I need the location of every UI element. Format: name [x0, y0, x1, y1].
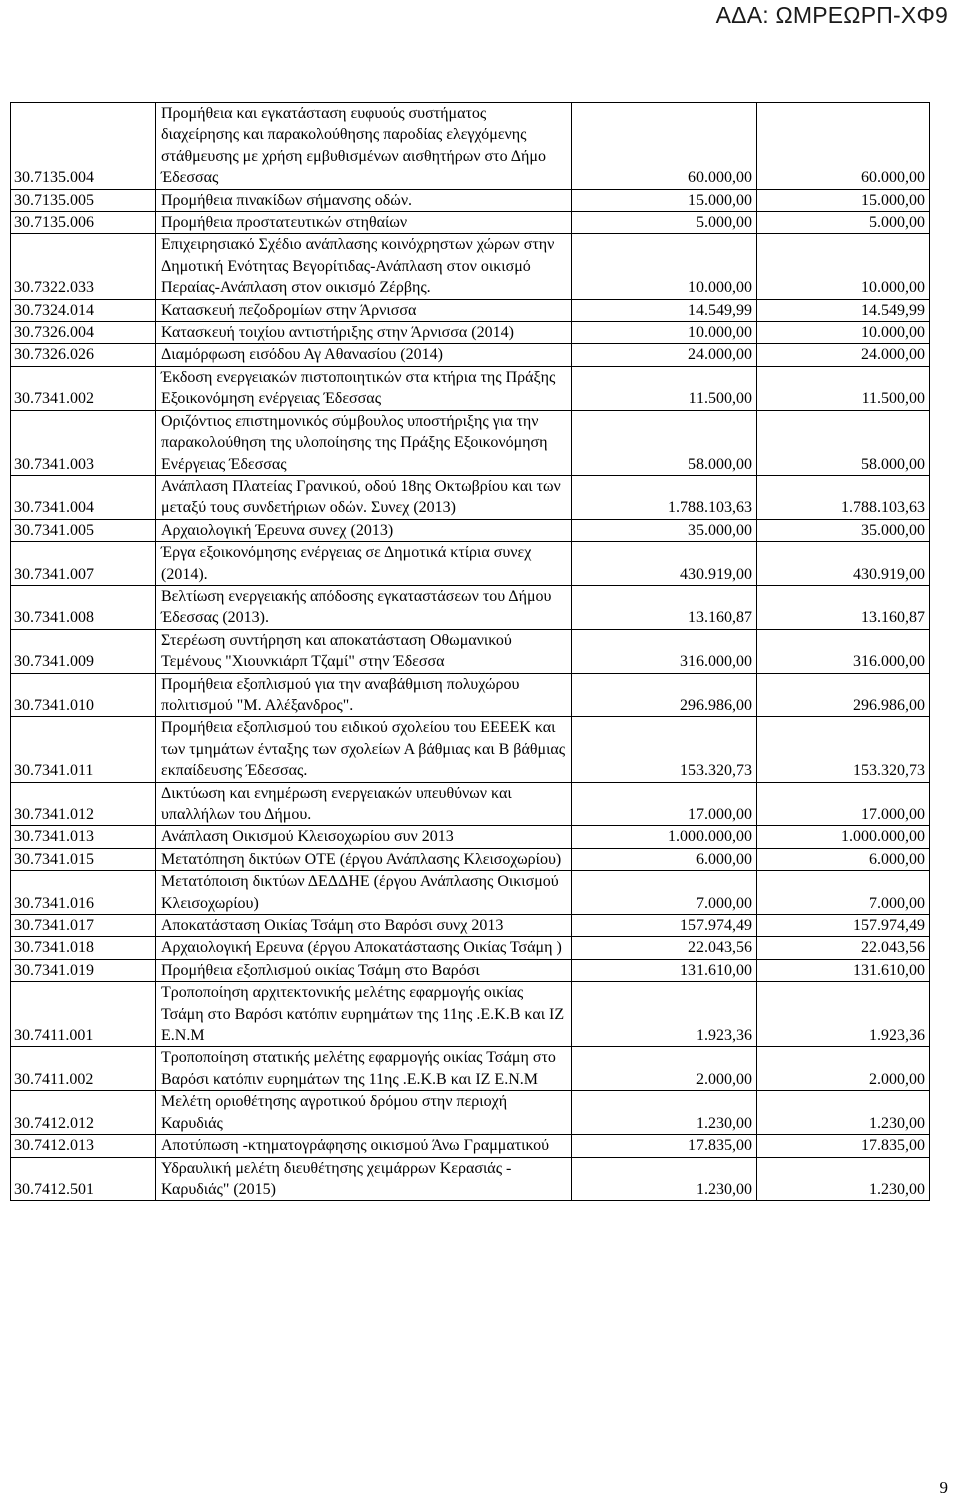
amount-total-cell: 1.788.103,63 — [757, 475, 930, 519]
code-cell: 30.7341.003 — [11, 410, 156, 475]
code-cell: 30.7322.033 — [11, 234, 156, 299]
amount-total-cell: 11.500,00 — [757, 366, 930, 410]
budget-table — [10, 102, 930, 1201]
amount-total-cell: 22.043,56 — [757, 937, 930, 959]
description-cell: Τροποποίηση αρχιτεκτονικής μελέτης εφαρμογής οικίας Τσάμη στο Βαρόσι κατόπιν ευρημάτων της 11ης .Ε.Κ.Β και ΙΖ Ε.Ν.Μ — [156, 982, 572, 1047]
description-cell: Διαμόρφωση εισόδου Αγ Αθανασίου (2014) — [156, 344, 572, 366]
description-cell: Κατασκευή τοιχίου αντιστήριξης στην Άρνισσα (2014) — [156, 322, 572, 344]
amount-total-cell: 14.549,99 — [757, 299, 930, 321]
table-row — [11, 673, 930, 717]
code-cell: 30.7341.010 — [11, 673, 156, 717]
description-cell: Προμήθεια πινακίδων σήμανσης οδών. — [156, 189, 572, 211]
description-cell: Μελέτη οριοθέτησης αγροτικού δρόμου στην περιοχή Καρυδιάς — [156, 1091, 572, 1135]
code-cell: 30.7341.013 — [11, 826, 156, 848]
code-cell: 30.7341.007 — [11, 542, 156, 586]
description-cell: Έκδοση ενεργειακών πιστοποιητικών στα κτήρια της Πράξης Εξοικονόμηση ενέργειας Έδεσσας — [156, 366, 572, 410]
amount-cell: 430.919,00 — [572, 542, 757, 586]
amount-cell: 58.000,00 — [572, 410, 757, 475]
table-row — [11, 519, 930, 541]
amount-cell: 157.974,49 — [572, 915, 757, 937]
table-row — [11, 344, 930, 366]
amount-total-cell: 157.974,49 — [757, 915, 930, 937]
amount-total-cell: 10.000,00 — [757, 234, 930, 299]
code-cell: 30.7326.026 — [11, 344, 156, 366]
amount-total-cell: 24.000,00 — [757, 344, 930, 366]
code-cell: 30.7341.011 — [11, 717, 156, 782]
amount-cell: 24.000,00 — [572, 344, 757, 366]
table-row — [11, 982, 930, 1047]
amount-total-cell: 6.000,00 — [757, 848, 930, 870]
description-cell: Οριζόντιος επιστημονικός σύμβουλος υποστήριξης για την παρακολούθηση της υλοποίησης της Πράξης Εξοικονόμηση Ενέργειας Έδεσσας — [156, 410, 572, 475]
code-cell: 30.7341.008 — [11, 585, 156, 629]
code-cell: 30.7341.017 — [11, 915, 156, 937]
amount-cell: 10.000,00 — [572, 322, 757, 344]
table-row — [11, 629, 930, 673]
amount-cell: 131.610,00 — [572, 959, 757, 981]
amount-cell: 11.500,00 — [572, 366, 757, 410]
amount-cell: 15.000,00 — [572, 189, 757, 211]
amount-total-cell: 10.000,00 — [757, 322, 930, 344]
amount-total-cell: 131.610,00 — [757, 959, 930, 981]
table-row — [11, 1157, 930, 1201]
description-cell: Αποτύπωση -κτηματογράφησης οικισμού Άνω Γραμματικού — [156, 1135, 572, 1157]
amount-cell: 14.549,99 — [572, 299, 757, 321]
table-row — [11, 410, 930, 475]
code-cell: 30.7412.501 — [11, 1157, 156, 1201]
amount-total-cell: 316.000,00 — [757, 629, 930, 673]
amount-cell: 13.160,87 — [572, 585, 757, 629]
amount-total-cell: 153.320,73 — [757, 717, 930, 782]
amount-cell: 2.000,00 — [572, 1047, 757, 1091]
amount-cell: 1.923,36 — [572, 982, 757, 1047]
amount-cell: 60.000,00 — [572, 103, 757, 190]
amount-cell: 1.230,00 — [572, 1091, 757, 1135]
code-cell: 30.7341.019 — [11, 959, 156, 981]
table-row — [11, 717, 930, 782]
code-cell: 30.7341.004 — [11, 475, 156, 519]
code-cell: 30.7135.006 — [11, 212, 156, 234]
page-number: 9 — [939, 1478, 948, 1497]
code-cell: 30.7324.014 — [11, 299, 156, 321]
amount-total-cell: 1.000.000,00 — [757, 826, 930, 848]
amount-cell: 153.320,73 — [572, 717, 757, 782]
code-cell: 30.7412.013 — [11, 1135, 156, 1157]
table-row — [11, 1047, 930, 1091]
amount-cell: 6.000,00 — [572, 848, 757, 870]
description-cell: Επιχειρησιακό Σχέδιο ανάπλασης κοινόχρηστων χώρων στην Δημοτική Ενότητας Βεγορίτιδας-Ανάπλαση στον οικισμό Περαίας-Ανάπλαση στον οικισμό Ζέρβης. — [156, 234, 572, 299]
amount-cell: 22.043,56 — [572, 937, 757, 959]
ada-header: ΑΔΑ: ΩΜΡΕΩΡΠ-ΧΦ9 — [715, 2, 948, 28]
description-cell: Αποκατάσταση Οικίας Τσάμη στο Βαρόσι συνχ 2013 — [156, 915, 572, 937]
amount-total-cell: 13.160,87 — [757, 585, 930, 629]
table-row — [11, 1135, 930, 1157]
table-row — [11, 299, 930, 321]
amount-total-cell: 1.230,00 — [757, 1157, 930, 1201]
code-cell: 30.7341.016 — [11, 871, 156, 915]
table-row — [11, 782, 930, 826]
amount-cell: 17.000,00 — [572, 782, 757, 826]
code-cell: 30.7341.012 — [11, 782, 156, 826]
table-row — [11, 189, 930, 211]
description-cell: Βελτίωση ενεργειακής απόδοσης εγκαταστάσεων του Δήμου Έδεσσας (2013). — [156, 585, 572, 629]
amount-total-cell: 430.919,00 — [757, 542, 930, 586]
description-cell: Αρχαιολογική Έρευνα συνεχ (2013) — [156, 519, 572, 541]
description-cell: Αρχαιολογική Ερευνα (έργου Αποκατάστασης Οικίας Τσάμη ) — [156, 937, 572, 959]
amount-total-cell: 296.986,00 — [757, 673, 930, 717]
amount-cell: 10.000,00 — [572, 234, 757, 299]
description-cell: Προμήθεια εξοπλισμού του ειδικού σχολείου του ΕΕΕΕΚ και των τμημάτων ένταξης των σχολείων Α βάθμιας και Β βάθμιας εκπαίδευσης Έδεσσας. — [156, 717, 572, 782]
code-cell: 30.7411.002 — [11, 1047, 156, 1091]
table-row — [11, 103, 930, 190]
amount-cell: 1.788.103,63 — [572, 475, 757, 519]
description-cell: Κατασκευή πεζοδρομίων στην Άρνισσα — [156, 299, 572, 321]
amount-cell: 17.835,00 — [572, 1135, 757, 1157]
description-cell: Προμήθεια και εγκατάσταση ευφυούς συστήματος διαχείρησης και παρακολούθησης παροδίας ελεγχόμενης στάθμευσης με χρήση εμβυθισμένων αισθητήρων στο Δήμο Έδεσσας — [156, 103, 572, 190]
table-row — [11, 826, 930, 848]
amount-total-cell: 17.835,00 — [757, 1135, 930, 1157]
code-cell: 30.7341.009 — [11, 629, 156, 673]
table-row — [11, 212, 930, 234]
amount-total-cell: 15.000,00 — [757, 189, 930, 211]
budget-table-body — [11, 103, 930, 1201]
code-cell: 30.7326.004 — [11, 322, 156, 344]
description-cell: Μετατόποιση δικτύων ΔΕΔΔΗΕ (έργου Ανάπλασης Οικισμού Κλεισοχωρίου) — [156, 871, 572, 915]
description-cell: Μετατόπηση δικτύων ΟΤΕ (έργου Ανάπλασης Κλεισοχωρίου) — [156, 848, 572, 870]
amount-total-cell: 35.000,00 — [757, 519, 930, 541]
amount-cell: 316.000,00 — [572, 629, 757, 673]
table-row — [11, 871, 930, 915]
description-cell: Τροποποίηση στατικής μελέτης εφαρμογής οικίας Τσάμη στο Βαρόσι κατόπιν ευρημάτων της 11ης .Ε.Κ.Β και ΙΖ Ε.Ν.Μ — [156, 1047, 572, 1091]
amount-cell: 1.000.000,00 — [572, 826, 757, 848]
amount-total-cell: 1.923,36 — [757, 982, 930, 1047]
description-cell: Προμήθεια εξοπλισμού οικίας Τσάμη στο Βαρόσι — [156, 959, 572, 981]
amount-total-cell: 17.000,00 — [757, 782, 930, 826]
amount-total-cell: 5.000,00 — [757, 212, 930, 234]
description-cell: Στερέωση συντήρηση και αποκατάσταση Οθωμανικού Τεμένους "Χιουνκιάρπ Τζαμί" στην Έδεσσα — [156, 629, 572, 673]
description-cell: Δικτύωση και ενημέρωση ενεργειακών υπευθύνων και υπαλλήλων του Δήμου. — [156, 782, 572, 826]
code-cell: 30.7341.018 — [11, 937, 156, 959]
amount-total-cell: 7.000,00 — [757, 871, 930, 915]
amount-total-cell: 60.000,00 — [757, 103, 930, 190]
amount-cell: 1.230,00 — [572, 1157, 757, 1201]
table-row — [11, 475, 930, 519]
code-cell: 30.7412.012 — [11, 1091, 156, 1135]
table-row — [11, 322, 930, 344]
code-cell: 30.7341.005 — [11, 519, 156, 541]
code-cell: 30.7341.002 — [11, 366, 156, 410]
amount-cell: 7.000,00 — [572, 871, 757, 915]
code-cell: 30.7135.005 — [11, 189, 156, 211]
code-cell: 30.7341.015 — [11, 848, 156, 870]
amount-cell: 35.000,00 — [572, 519, 757, 541]
table-row — [11, 937, 930, 959]
description-cell: Ανάπλαση Οικισμού Κλεισοχωρίου συν 2013 — [156, 826, 572, 848]
description-cell: Υδραυλική μελέτη διευθέτησης χειμάρρων Κερασιάς - Καρυδιάς" (2015) — [156, 1157, 572, 1201]
description-cell: Ανάπλαση Πλατείας Γρανικού, οδού 18ης Οκτωβρίου και των μεταξύ τους συνδετήριων οδών. Συνεχ (2013) — [156, 475, 572, 519]
description-cell: Προμήθεια εξοπλισμού για την αναβάθμιση πολυχώρου πολιτισμού "Μ. Αλέξανδρος". — [156, 673, 572, 717]
table-row — [11, 1091, 930, 1135]
table-row — [11, 366, 930, 410]
description-cell: Έργα εξοικονόμησης ενέργειας σε Δημοτικά κτίρια συνεχ (2014). — [156, 542, 572, 586]
description-cell: Προμήθεια προστατευτικών στηθαίων — [156, 212, 572, 234]
table-row — [11, 959, 930, 981]
amount-total-cell: 2.000,00 — [757, 1047, 930, 1091]
code-cell: 30.7135.004 — [11, 103, 156, 190]
table-row — [11, 848, 930, 870]
amount-cell: 5.000,00 — [572, 212, 757, 234]
amount-total-cell: 1.230,00 — [757, 1091, 930, 1135]
amount-total-cell: 58.000,00 — [757, 410, 930, 475]
table-row — [11, 542, 930, 586]
table-row — [11, 915, 930, 937]
amount-cell: 296.986,00 — [572, 673, 757, 717]
table-row — [11, 585, 930, 629]
table-row — [11, 234, 930, 299]
code-cell: 30.7411.001 — [11, 982, 156, 1047]
